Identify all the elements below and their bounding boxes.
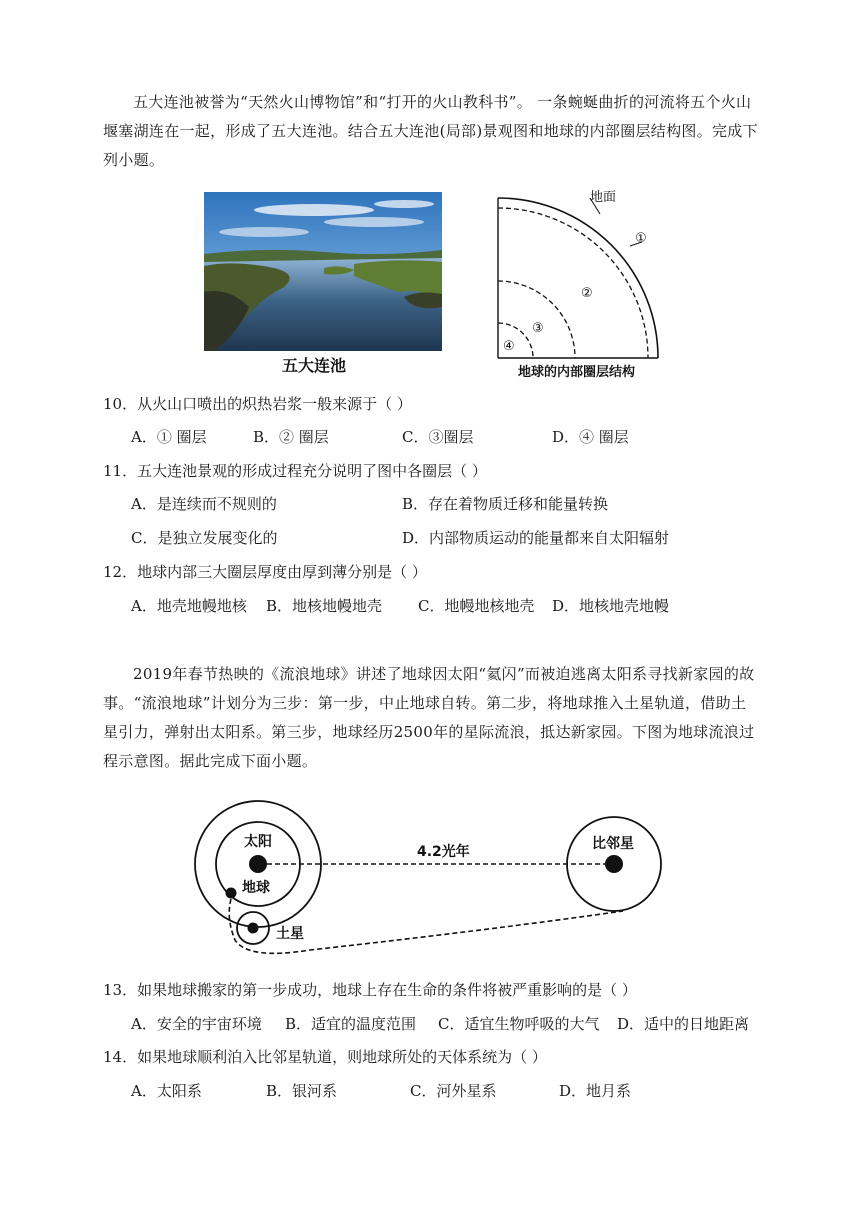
- sun-label: 太阳: [244, 834, 272, 850]
- layer-label-4: ④: [503, 339, 515, 354]
- question-10: 10．从火山口喷出的炽热岩浆一般来源于（ ）: [103, 395, 412, 413]
- q11-option-a[interactable]: A．是连续而不规则的: [131, 495, 277, 513]
- q14-option-a[interactable]: A．太阳系: [131, 1082, 202, 1100]
- q13-option-b[interactable]: B．适宜的温度范围: [285, 1015, 417, 1033]
- saturn-label: 土星: [276, 926, 304, 942]
- q12-option-b[interactable]: B．地核地幔地壳: [266, 597, 383, 615]
- q11-option-c[interactable]: C．是独立发展变化的: [131, 529, 278, 547]
- intro-paragraph-1: 五大连池被誉为“天然火山博物馆”和“打开的火山教科书”。 一条蜿蜒曲折的河流将五个火山堰塞湖连在一起，形成了五大连池。结合五大连池(局部)景观图和地球的内部圈层结构图。完成下列小题。: [103, 93, 758, 169]
- q10-option-b[interactable]: B．② 圈层: [253, 428, 329, 446]
- q10-option-c[interactable]: C．③圈层: [402, 428, 474, 446]
- q10-option-d[interactable]: D．④ 圈层: [552, 428, 629, 446]
- layer-label-3: ③: [532, 321, 544, 336]
- layer-diagram-caption: 地球的内部圈层结构: [518, 365, 636, 380]
- q10-option-a[interactable]: A．① 圈层: [131, 428, 207, 446]
- q12-option-c[interactable]: C．地幔地核地壳: [418, 597, 535, 615]
- q11-option-b[interactable]: B．存在着物质迁移和能量转换: [402, 495, 609, 513]
- surface-label: 地面: [590, 190, 617, 205]
- earth-label: 地球: [242, 880, 270, 896]
- q11-option-d[interactable]: D．内部物质运动的能量都来自太阳辐射: [402, 529, 670, 547]
- question-14: 14．如果地球顺利泊入比邻星轨道，则地球所处的天体系统为（ ）: [103, 1048, 547, 1066]
- earth-layer-diagram: [490, 186, 670, 386]
- proxima-label: 比邻星: [592, 836, 634, 852]
- earth-dot: [226, 888, 237, 899]
- layer-boundary-1: [498, 208, 648, 358]
- layer-label-2: ②: [581, 286, 593, 301]
- q14-option-d[interactable]: D．地月系: [559, 1082, 632, 1100]
- question-11: 11．五大连池景观的形成过程充分说明了图中各圈层（ ）: [103, 462, 487, 480]
- q13-option-d[interactable]: D．适中的日地距离: [617, 1015, 750, 1033]
- sun-dot: [249, 855, 267, 873]
- saturn-dot: [248, 923, 259, 934]
- wandering-earth-diagram: [190, 800, 670, 980]
- intro-paragraph-2: 2019年春节热映的《流浪地球》讲述了地球因太阳“氦闪”而被迫逃离太阳系寻找新家园的故事。“流浪地球”计划分为三步：第一步，中止地球自转。第二步，将地球推入土星轨道，借助土星引力，弹射出太阳系。第三步，地球经历2500年的星际流浪，抵达新家园。下图为地球流浪过程示意图。据此完成下面小题。: [103, 665, 755, 770]
- proxima-dot: [605, 855, 623, 873]
- q13-option-c[interactable]: C．适宜生物呼吸的大气: [438, 1015, 600, 1033]
- photo-caption: 五大连池: [282, 356, 347, 375]
- question-12: 12．地球内部三大圈层厚度由厚到薄分别是（ ）: [103, 563, 427, 581]
- q14-option-b[interactable]: B．银河系: [266, 1082, 338, 1100]
- distance-label: 4.2光年: [417, 844, 470, 860]
- q12-option-a[interactable]: A．地壳地幔地核: [131, 597, 247, 615]
- wudalianchi-photo: [204, 192, 442, 351]
- q14-option-c[interactable]: C．河外星系: [410, 1082, 497, 1100]
- layer-label-1: ①: [635, 231, 647, 246]
- surface-arc: [498, 198, 658, 358]
- q12-option-d[interactable]: D．地核地壳地幔: [552, 597, 670, 615]
- question-13: 13．如果地球搬家的第一步成功，地球上存在生命的条件将被严重影响的是（ ）: [103, 981, 637, 999]
- q13-option-a[interactable]: A．安全的宇宙环境: [131, 1015, 262, 1033]
